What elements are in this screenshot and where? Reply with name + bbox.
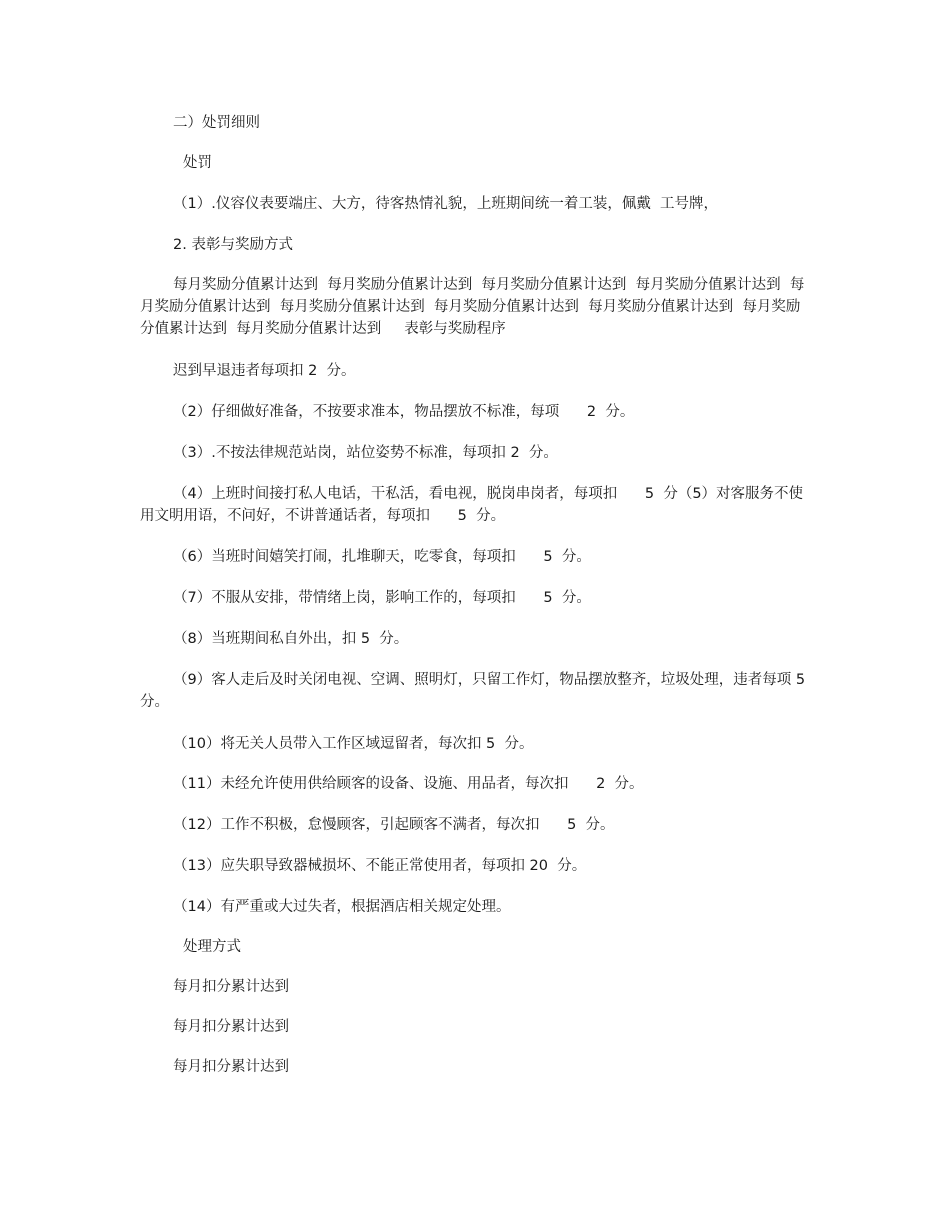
rule-item-1: （1）.仪容仪表要端庄、大方，待客热情礼貌，上班期间统一着工装，佩戴 工号牌， — [173, 196, 719, 212]
rule-item-14: （14）有严重或大过失者，根据酒店相关规定处理。 — [173, 899, 511, 915]
late-leave-rule: 迟到早退违者每项扣 2 分。 — [173, 363, 356, 379]
monthly-deduction-line-3: 每月扣分累计达到 — [173, 1059, 289, 1075]
reward-paragraph: 每月奖励分值累计达到 每月奖励分值累计达到 每月奖励分值累计达到 每月奖励分值累计达到 每月奖励分值累计达到 每月奖励分值累计达到 每月奖励分值累计达到 每月奖励分值累计达到 每月奖励分值累计达到 每月奖励分值累计达到 表彰与奖励程序 — [140, 277, 805, 337]
rule-item-13: （13）应失职导致器械损坏、不能正常使用者，每项扣 20 分。 — [173, 858, 587, 874]
rule-item-7: （7）不服从安排，带情绪上岗，影响工作的，每项扣 5 分。 — [173, 590, 591, 606]
rule-item-11: （11）未经允许使用供给顾客的设备、设施、用品者，每次扣 2 分。 — [173, 776, 644, 792]
rule-item-9: （9）客人走后及时关闭电视、空调、照明灯，只留工作灯，物品摆放整齐，垃圾处理，违者每项 5 分。 — [140, 672, 815, 710]
rule-item-6: （6）当班时间嬉笑打闹，扎堆聊天，吃零食，每项扣 5 分。 — [173, 549, 591, 565]
section-heading: 二）处罚细则 — [173, 115, 260, 131]
rule-item-3: （3）.不按法律规范站岗，站位姿势不标准，每项扣 2 分。 — [173, 445, 558, 461]
monthly-deduction-line-2: 每月扣分累计达到 — [173, 1019, 289, 1035]
handling-label: 处理方式 — [183, 939, 241, 955]
rule-item-2: （2）仔细做好准备，不按要求准本，物品摆放不标准，每项 2 分。 — [173, 404, 635, 420]
rule-item-4-5: （4）上班时间接打私人电话，干私活，看电视，脱岗串岗者，每项扣 5 分（5）对客服务不使用文明用语，不问好，不讲普通话者，每项扣 5 分。 — [140, 486, 804, 524]
rule-item-8: （8）当班期间私自外出，扣 5 分。 — [173, 631, 409, 647]
monthly-deduction-line-1: 每月扣分累计达到 — [173, 979, 289, 995]
penalty-label: 处罚 — [183, 155, 212, 171]
reward-heading: 2. 表彰与奖励方式 — [173, 237, 293, 253]
rule-item-10: （10）将无关人员带入工作区域逗留者，每次扣 5 分。 — [173, 736, 534, 752]
rule-item-12: （12）工作不积极，怠慢顾客，引起顾客不满者，每次扣 5 分。 — [173, 817, 615, 833]
